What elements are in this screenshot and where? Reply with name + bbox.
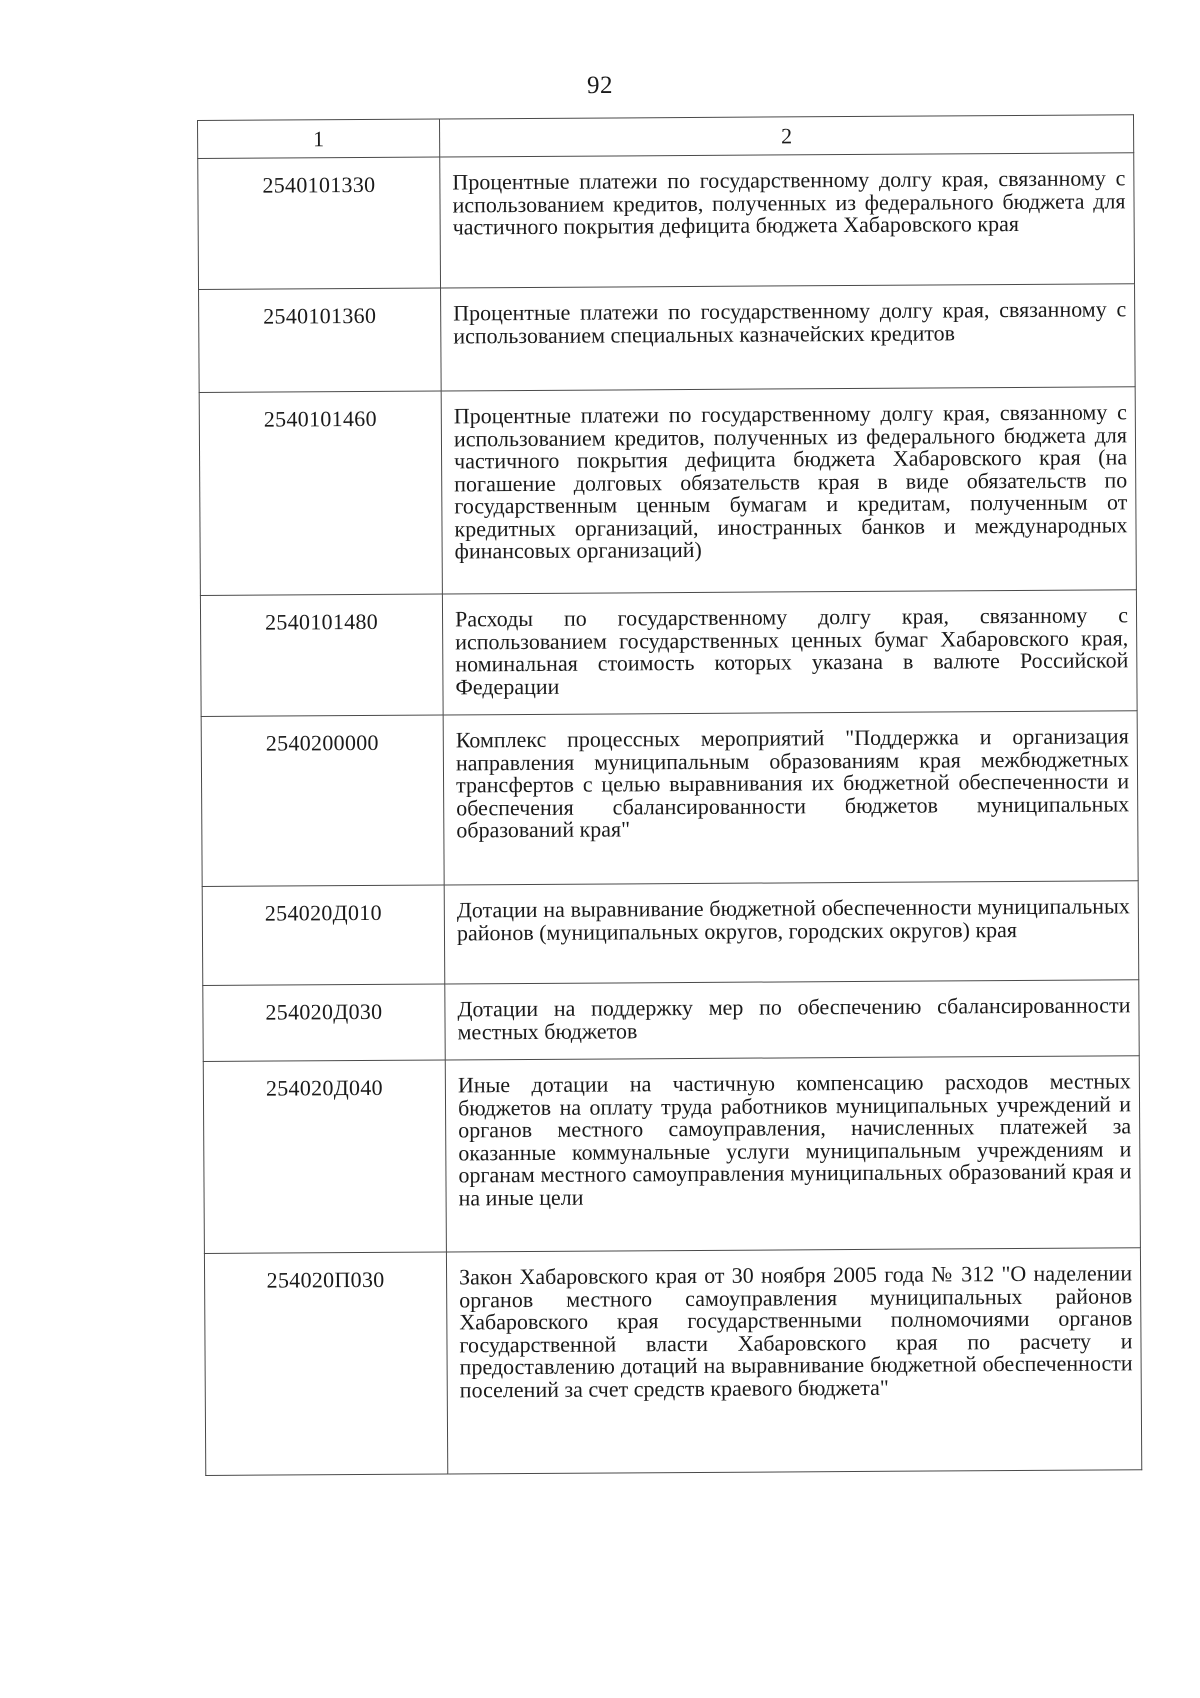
row-description: Процентные платежи по государственному долгу края, связанному с использованием кредитов, полученных из федерального бюджета для частичного покрытия дефицита бюджета Хабаровского края (на погашение долговых обязательств края в виде обязательств по государственным ценным бумагам и кредитам, полученным от кредитных организаций, иностранных банков и международных финансовых организаций) (441, 387, 1136, 594)
budget-classification-table (197, 114, 1142, 1476)
table-row (199, 387, 1136, 596)
row-description: Дотации на поддержку мер по обеспечению сбалансированности местных бюджетов (445, 980, 1139, 1060)
table-row (199, 284, 1136, 393)
column-header-2: 2 (439, 115, 1133, 157)
table-row (204, 1248, 1141, 1476)
row-description: Процентные платежи по государственному долгу края, связанному с использованием кредитов, полученных из федерального бюджета для частичного покрытия дефицита бюджета Хабаровского края (440, 153, 1135, 288)
table-row (203, 1056, 1140, 1254)
page-number: 92 (587, 72, 613, 99)
row-description: Комплекс процессных мероприятий "Поддержка и организация направления муниципальным образованиям края межбюджетных трансфертов с целью выравнивания их бюджетной обеспеченности и обеспечения сбалансированности бюджетов муниципальных образований края" (443, 711, 1138, 885)
table-row (202, 881, 1139, 986)
row-code: 2540101480 (200, 594, 443, 716)
row-description: Расходы по государственному долгу края, связанному с использованием государственных ценных бумаг Хабаровского края, номинальная стоимость которых указана в валюте Российской Федерации (442, 590, 1137, 715)
row-code: 254020Д030 (203, 984, 445, 1061)
table-row (198, 153, 1135, 290)
table-header (198, 115, 1134, 159)
row-code: 254020Д040 (203, 1060, 446, 1253)
row-code: 2540101460 (199, 391, 442, 595)
table-row (200, 590, 1137, 717)
row-description: Процентные платежи по государственному долгу края, связанному с использованием специальных казначейских кредитов (441, 284, 1136, 391)
row-code: 2540101330 (198, 157, 441, 289)
row-description: Закон Хабаровского края от 30 ноября 2005 года № 312 "О наделении органов местного самоуправления муниципальных районов Хабаровского края государственными полномочиями органов государственной власти Хабаровского края по расчету и предоставлению дотаций на выравнивание бюджетной обеспеченности поселений за счет средств краевого бюджета" (446, 1248, 1141, 1474)
row-code: 254020П030 (204, 1252, 447, 1475)
row-code: 254020Д010 (202, 885, 445, 985)
table-row (203, 980, 1139, 1062)
row-code: 2540200000 (201, 715, 444, 886)
header-row (198, 115, 1134, 159)
row-description: Дотации на выравнивание бюджетной обеспеченности муниципальных районов (муниципальных округов, городских округов) края (444, 881, 1139, 984)
table-row (201, 711, 1138, 887)
column-header-1: 1 (198, 119, 440, 158)
row-code: 2540101360 (199, 288, 442, 392)
row-description: Иные дотации на частичную компенсацию расходов местных бюджетов на оплату труда работников муниципальных учреждений и органов местного самоуправления, начисленных платежей за оказанные коммунальные услуги муниципальным учреждениям и органам местного самоуправления муниципальных образований края и на иные цели (445, 1056, 1140, 1252)
table-body (198, 153, 1142, 1476)
